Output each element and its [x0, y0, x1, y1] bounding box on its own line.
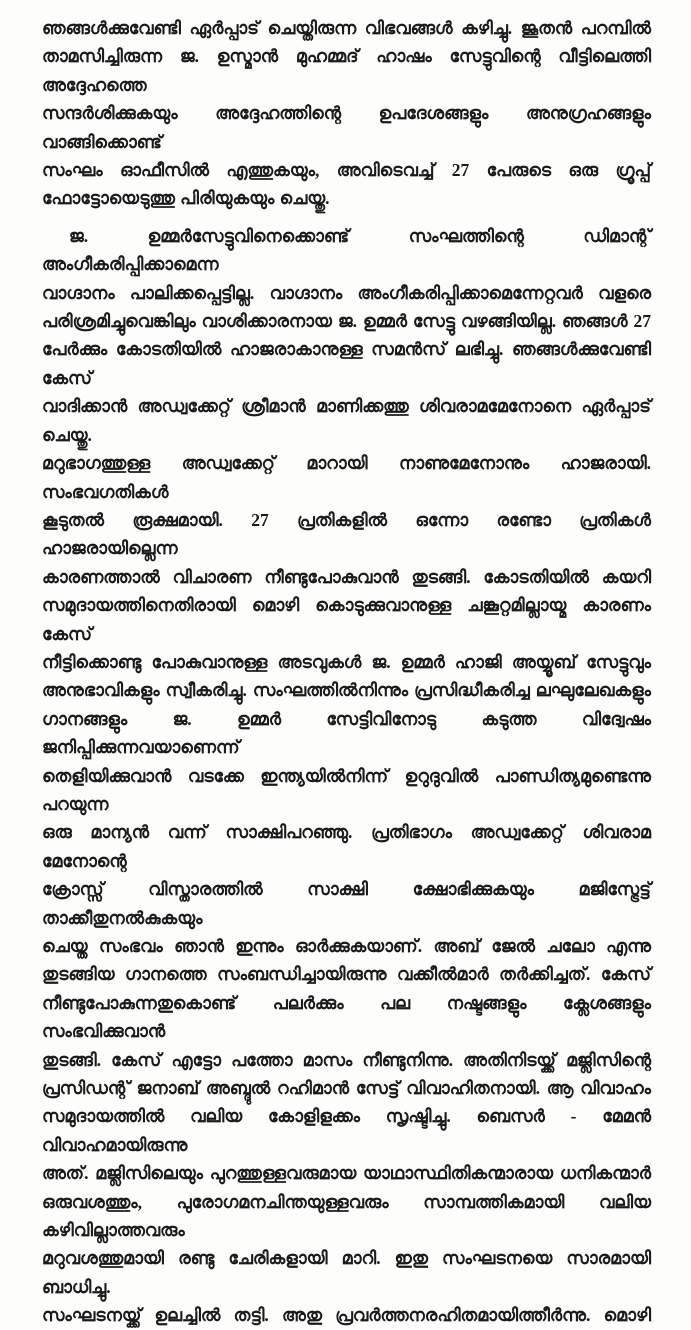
text-line: ഗാനങ്ങളും ജ. ഉമ്മർ സേട്ടിവിനോടു കടുത്ത വിദ്വേഷം ജനിപ്പിക്കുന്നവയാണെന്ന്: [42, 708, 651, 758]
text-line: പേർക്കും കോടതിയിൽ ഹാജരാകാനുള്ള സമൻസ് ലഭിച്ചു. ഞങ്ങൾക്കുവേണ്ടി കേസ്: [42, 339, 651, 388]
text-line: വാദിക്കാൻ അഡ്വക്കേറ്റ് ശ്രീമാൻ മാണിക്കത്തു ശിവരാമമേനോനെ ഏർപ്പാട് ചെയ്തു.: [42, 396, 651, 445]
text-line: ജ. ഉമ്മർസേട്ടുവിനെക്കൊണ്ട് സംഘത്തിന്റെ ഡിമാന്റ് അംഗീകരിപ്പിക്കാമെന്ന: [42, 225, 651, 275]
text-line: വാഗ്ദാനം പാലിക്കപ്പെട്ടില്ല. വാഗ്ദാനം അംഗീകരിപ്പിക്കാമെന്നേറ്റവർ വളരെ: [42, 282, 651, 303]
text-line: നീട്ടിക്കൊണ്ടു പോകുവാനുള്ള അടവുകൾ ജ. ഉമ്മർ ഹാജി അയ്യൂബ് സേട്ടുവും: [42, 651, 651, 672]
text-line: കൂടുതൽ രൂക്ഷമായി. 27 പ്രതികളിൽ ഒന്നോ രണ്ടോ പ്രതികൾ ഹാജരായില്ലെന്ന: [42, 509, 651, 559]
text-line: ക്രോസ്സ് വിസ്താരത്തിൽ സാക്ഷി ക്ഷോഭിക്കുകയും മജിസ്ട്രേട്ട് താക്കീതുനൽകുകയും: [42, 879, 651, 928]
text-line: താമസിച്ചിരുന്ന ജ. ഉസ്മാൻ മുഹമ്മദ് ഹാഷം സേട്ടുവിന്റെ വീട്ടിലെത്തി അദ്ദേഹത്തെ: [42, 46, 651, 95]
text-line: സമുദായത്തിൽ വലിയ കോളിളക്കം സൃഷ്ടിച്ചു. ബെസർ - മേമൻ വിവാഹമായിരുന്നു: [42, 1106, 651, 1155]
text-line: ഫോട്ടോയെടുത്തു പിരിയുകയും ചെയ്തു.: [42, 188, 330, 209]
text-line: നീണ്ടുപോകുന്നതുകൊണ്ട് പലർക്കും പല നഷ്ടങ്ങളും ക്ലേശങ്ങളും സംഭവിക്കുവാൻ: [42, 992, 651, 1042]
text-line: തെളിയിക്കുവാൻ വടക്കേ ഇന്ത്യയിൽനിന്ന് ഉറുദുവിൽ പാണ്ഡിത്യമുണ്ടെന്നു പറയുന്ന: [42, 765, 651, 814]
text-line: മറുവശത്തുമായി രണ്ടു ചേരികളായി മാറി. ഇതു സംഘടനയെ സാരമായി ബാധിച്ചു.: [42, 1248, 651, 1297]
text-line: ഒരു മാന്യൻ വന്ന് സാക്ഷിപറഞ്ഞു. പ്രതിഭാഗം അഡ്വക്കേറ്റ് ശിവരാമ മേനോന്റെ: [42, 822, 651, 871]
text-line: സംഘടനയ്ക്ക് ഉലച്ചിൽ തട്ടി. അതു പ്രവർത്തനരഹിതമായിത്തീർന്നു. മൊഴി: [42, 1305, 651, 1326]
text-line: അത്. മജ്ലിസിലെയും പുറത്തുള്ളവരുമായ യാഥാസ്ഥിതികന്മാരായ ധനികന്മാർ: [42, 1163, 651, 1184]
text-line: പരിശ്രമിച്ചുവെങ്കിലും വാശിക്കാരനായ ജ. ഉമ്മർ സേട്ടു വഴങ്ങിയില്ല. ഞങ്ങൾ 27: [42, 311, 651, 332]
text-line: തുടങ്ങിയ ഗാനത്തെ സംബന്ധിച്ചായിരുന്നു വക്കീൽമാർ തർക്കിച്ചത്. കേസ്: [42, 964, 651, 985]
text-line: ഞങ്ങൾക്കുവേണ്ടി ഏർപ്പാട് ചെയ്തിരുന്ന വിഭവങ്ങൾ കഴിച്ചു. ജൂതൻ പറമ്പിൽ: [42, 18, 651, 38]
text-line: തുടങ്ങി. കേസ് എട്ടോ പത്തോ മാസം നീണ്ടുനിന്നു. അതിനിടയ്ക്ക് മജ്ലിസിന്റെ: [42, 1049, 651, 1070]
text-line: മറുഭാഗത്തുള്ള അഡ്വക്കേറ്റ് മാറായി നാണുമേനോനും ഹാജരായി. സംഭവഗതികൾ: [42, 453, 651, 502]
text-line: സംഘം ഓഫീസിൽ എത്തുകയും, അവിടെവച്ച് 27 പേരുടെ ഒരു ഗ്രൂപ്പ്: [42, 160, 651, 181]
text-line: അനുഭാവികളും സ്വീകരിച്ചു. സംഘത്തിൽനിന്നും പ്രസിദ്ധീകരിച്ച ലഘുലേഖകളും: [42, 680, 651, 701]
text-line: കാരണത്താൽ വിചാരണ നീണ്ടുപോകുവാൻ തുടങ്ങി. കോടതിയിൽ കയറി: [42, 566, 651, 587]
paragraph: [42, 222, 651, 1330]
text-line: പ്രസിഡന്റ് ജനാബ് അബ്ദുൽ റഹിമാൻ സേട്ട് വിവാഹിതനായി. ആ വിവാഹം: [42, 1078, 651, 1099]
text-line: സമുദായത്തിനെതിരായി മൊഴി കൊടുക്കുവാനുള്ള ചങ്കൂറ്റമില്ലായ്മ കാരണം കേസ്: [42, 595, 651, 644]
text-line: ഒരുവശത്തും, പുരോഗമനചിന്തയുള്ളവരും സാമ്പത്തികമായി വലിയ കഴിവില്ലാത്തവരും: [42, 1191, 651, 1241]
text-line: സന്ദർശിക്കുകയും അദ്ദേഹത്തിന്റെ ഉപദേശങ്ങളും അനുഗ്രഹങ്ങളും വാങ്ങിക്കൊണ്ട്: [42, 103, 651, 152]
text-line: ചെയ്ത സംഭവം ഞാൻ ഇന്നും ഓർക്കുകയാണ്. അബ് ജേൽ ചലോ എന്നു: [42, 936, 651, 956]
paragraph: [42, 14, 651, 213]
